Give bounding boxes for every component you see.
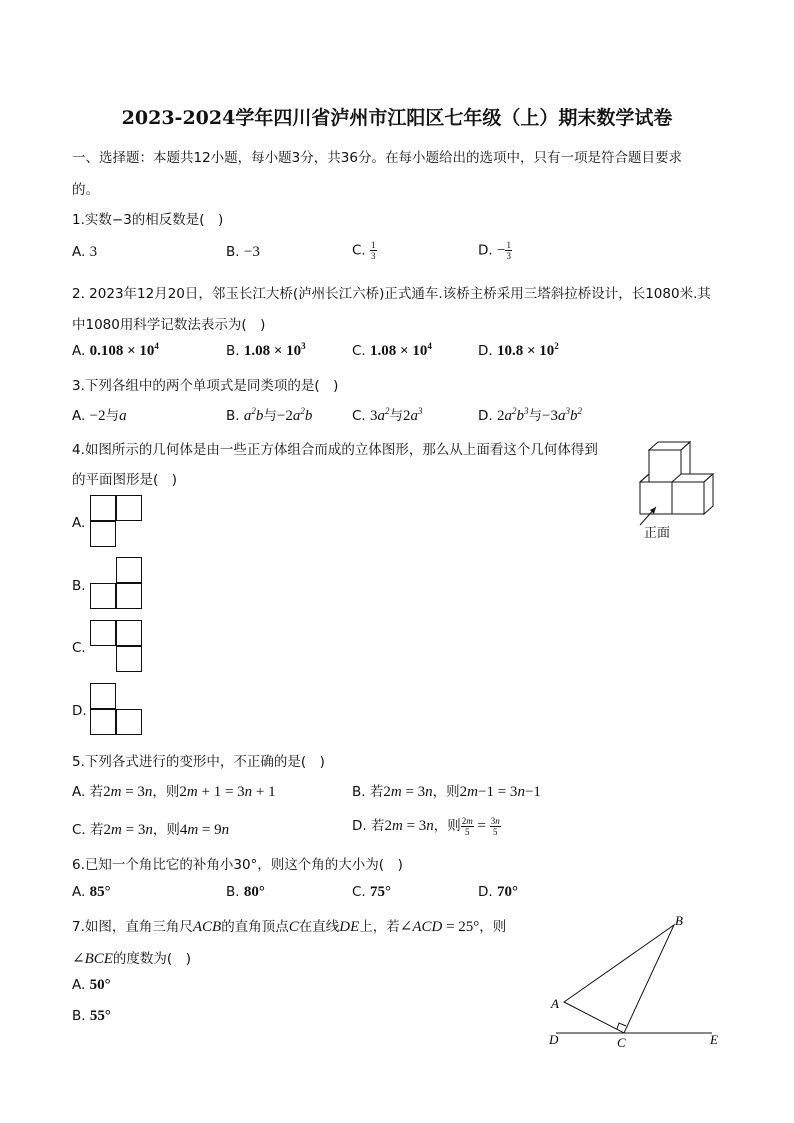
q2-option-a[interactable]: A. $0.108 \times 10^4$ — [72, 341, 159, 359]
q7-option-a[interactable]: A. 50° — [72, 977, 111, 993]
q4-option-d-label[interactable]: D. — [72, 703, 87, 719]
q4-option-a-label[interactable]: A. — [72, 515, 86, 531]
q7-stem-line1: 7.如图，直角三角尺ACB的直角顶点C在直线DE上，若∠ACD = 25°，则 — [72, 919, 507, 935]
section-heading-line1: 一、选择题：本题共12小题，每小题3分，共36分。在每小题给出的选项中，只有一项是符合题目要求 — [72, 150, 682, 166]
q2-option-b[interactable]: B. $1.08 \times 10^3$ — [226, 341, 306, 359]
q2-option-d[interactable]: D. $10.8 \times 10^2$ — [478, 341, 559, 359]
q5-option-a[interactable]: A. 若2m = 3n，则2m + 1 = 3n + 1 — [72, 784, 276, 800]
label-a: A — [551, 996, 559, 1011]
cube-bottom-right-front — [672, 482, 704, 514]
q4-stem-line2: 的平面图形是( ) — [72, 472, 178, 488]
q5-option-d[interactable]: D. 若2m = 3n，则 $\frac{2m}{5}$ = $\frac{3n}{5}$ — [352, 815, 500, 837]
q6-stem: 6.已知一个角比它的补角小30°，则这个角的大小为( ) — [72, 857, 403, 873]
page-title: 2023-2024学年四川省泸州市江阳区七年级（上）期末数学试卷 — [121, 107, 673, 129]
q4-option-c-label[interactable]: C. — [72, 640, 86, 656]
q7-triangle-figure — [540, 905, 730, 1055]
q2-option-c[interactable]: C. $1.08 \times 10^4$ — [352, 341, 432, 359]
q4-front-label: 正面 — [644, 526, 671, 541]
q6-option-a[interactable]: A. 85° — [72, 884, 111, 900]
label-c: C — [617, 1035, 626, 1050]
q1-stem: 1.实数−3的相反数是( ) — [72, 212, 224, 228]
q3-option-c[interactable]: C. $3a^2$与$2a^3$ — [352, 406, 423, 424]
q1-option-c[interactable]: C. $\frac{1}{3}$ — [352, 240, 376, 261]
q5-option-c[interactable]: C. 若2m = 3n，则4m = 9n — [72, 822, 230, 838]
q3-stem: 3.下列各组中的两个单项式是同类项的是( ) — [72, 378, 339, 394]
triangle-acb — [564, 925, 674, 1033]
q2-stem-line1: 2. 2023年12月20日，邻玉长江大桥(泸州长江六桥)正式通车.该桥主桥采用三塔斜拉桥设计，长1080米.其 — [72, 286, 711, 302]
q7-stem-line2: ∠BCE的度数为( ) — [72, 951, 191, 967]
q3-option-a[interactable]: A. −2与a — [72, 408, 127, 424]
label-e: E — [710, 1032, 718, 1047]
q1-option-d[interactable]: D. − $\frac{1}{3}$ — [478, 240, 511, 261]
q1-option-b[interactable]: B. −3 — [226, 244, 260, 260]
q5-stem: 5.下列各式进行的变形中，不正确的是( ) — [72, 754, 325, 770]
q6-option-b[interactable]: B. 80° — [226, 884, 265, 900]
q3-option-b[interactable]: B. $a^2b$与$-2a^2b$ — [226, 406, 313, 424]
q4-stem-line1: 4.如图所示的几何体是由一些正方体组合而成的立体图形，那么从上面看这个几何体得到 — [72, 442, 598, 458]
q1-option-a[interactable]: A. 3 — [72, 244, 98, 260]
q7-option-b[interactable]: B. 55° — [72, 1008, 111, 1024]
q3-option-d[interactable]: D. $2a^2b^3$与$-3a^3b^2$ — [478, 406, 582, 424]
cube-top-front — [649, 450, 681, 482]
label-b: B — [675, 913, 683, 928]
q6-option-d[interactable]: D. 70° — [478, 884, 518, 900]
q2-stem-line2: 中1080用科学记数法表示为( ) — [72, 317, 266, 333]
q5-option-b[interactable]: B. 若2m = 3n，则2m−1 = 3n−1 — [352, 784, 541, 800]
section-heading-line2: 的。 — [72, 182, 99, 198]
right-angle-mark — [617, 1023, 626, 1029]
q4-option-b-label[interactable]: B. — [72, 578, 86, 594]
cube-bottom-left-front — [640, 482, 672, 514]
label-d: D — [549, 1032, 559, 1047]
q6-option-c[interactable]: C. 75° — [352, 884, 392, 900]
